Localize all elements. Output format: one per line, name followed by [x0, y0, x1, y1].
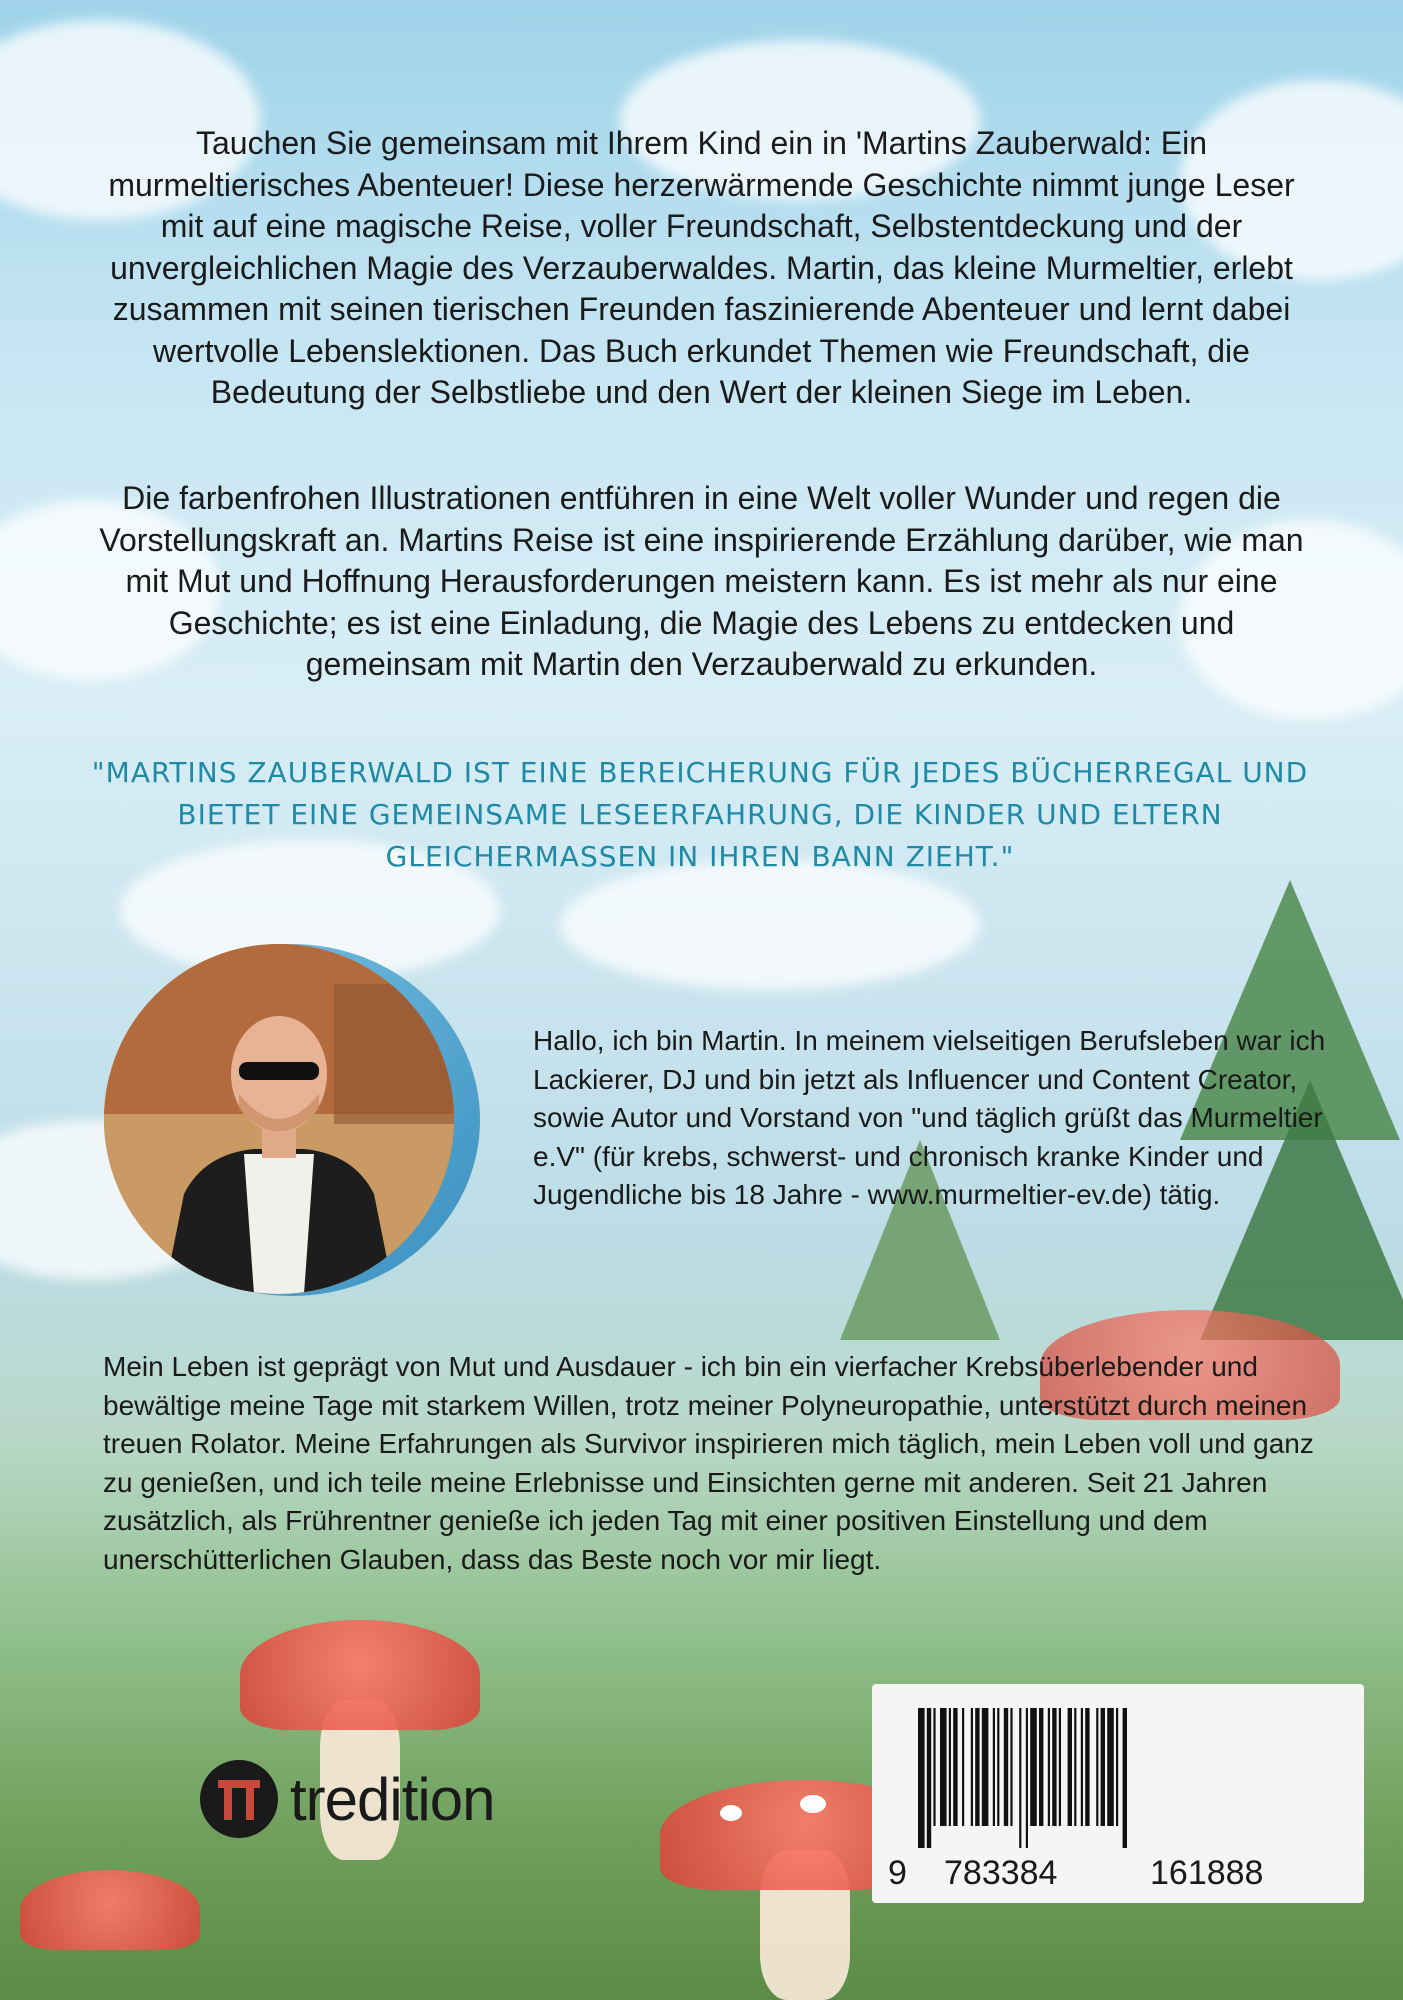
mushroom-dot-decoration — [720, 1805, 742, 1821]
barcode-bar — [940, 1708, 947, 1826]
barcode-digits-left: 783384 — [944, 1854, 1058, 1892]
barcode-bar — [975, 1708, 979, 1826]
isbn-barcode — [872, 1684, 1364, 1903]
barcode-digit-first: 9 — [888, 1854, 907, 1892]
barcode-bar — [1026, 1708, 1028, 1848]
barcode-bar — [918, 1708, 925, 1848]
barcode-bar — [1101, 1708, 1105, 1826]
barcode-bar — [982, 1708, 989, 1826]
barcode-bar — [1039, 1708, 1043, 1826]
author-photo — [104, 944, 454, 1294]
barcode-bar — [993, 1708, 995, 1826]
barcode-bar — [997, 1708, 999, 1826]
barcode-bar — [1081, 1708, 1083, 1826]
cloud-decoration — [560, 860, 980, 990]
barcode-bar — [933, 1708, 935, 1826]
author-photo-frame — [104, 944, 480, 1296]
barcode-bar — [1059, 1708, 1061, 1826]
barcode-bar — [1085, 1708, 1089, 1826]
publisher-name: tredition — [290, 1765, 495, 1833]
barcode-bar — [1096, 1708, 1098, 1826]
barcode-bar — [1019, 1708, 1021, 1848]
barcode-bar — [1048, 1708, 1050, 1826]
barcode-bar — [1074, 1708, 1076, 1826]
author-bio-story: Mein Leben ist geprägt von Mut und Ausdauer - ich bin ein vierfacher Krebsüberlebender und bewältige meine Tage mit starkem Willen, trotz meiner Polyneuropathie, unterstützt durch meinen treuen Rolator. Meine Erfahrungen als Survivor inspirieren mich täglich, mein Leben voll und ganz zu genießen, und ich teile meine Erlebnisse und Einsichten gerne mit anderen. Seit 21 Jahren zusätzlich, als Frührentner genieße ich jeden Tag mit einer positiven Einstellung und dem unerschütterlichen Glauben, dass das Beste noch vor mir liegt. — [103, 1351, 1314, 1575]
author-silhouette-icon — [104, 944, 454, 1294]
barcode-bar — [1068, 1708, 1072, 1826]
barcode-bar — [1107, 1708, 1114, 1826]
barcode-bar — [949, 1708, 951, 1826]
description-paragraph-1: Tauchen Sie gemeinsam mit Ihrem Kind ein in 'Martins Zauberwald: Ein murmeltierisches Abenteuer! Diese herzerwärmende Geschichte nimmt junge Leser mit auf eine magische Reise, voller Freundschaft, Selbstentdeckung und der unvergleichlichen Magie des Verzauberwaldes. Martin, das kleine Murmeltier, erlebt zusammen mit seinen tierischen Freunden faszinierende Abenteuer und lernt dabei wertvolle Lebenslektionen. Das Buch erkundet Themen wie Freundschaft, die Bedeutung der Selbstliebe und den Wert der kleinen Siege im Leben. — [108, 125, 1295, 410]
barcode-bar — [953, 1708, 957, 1826]
barcode-bar — [1123, 1708, 1127, 1848]
author-bio-intro: Hallo, ich bin Martin. In meinem vielseitigen Berufsleben war ich Lackierer, DJ und bin jetzt als Influencer und Content Creator, sowie Autor und Vorstand von "und täglich grüßt das Murmeltier e.V" (für krebs, schwerst- und chronisch kranke Kinder und Jugendliche bis 18 Jahre - www.murmeltier-ev.de) tätig. — [533, 1025, 1326, 1210]
barcode-bars — [872, 1700, 1364, 1860]
barcode-bar — [1010, 1708, 1012, 1826]
barcode-digits-right: 161888 — [1150, 1854, 1264, 1892]
barcode-bar — [971, 1708, 973, 1826]
barcode-bar — [927, 1708, 931, 1848]
mushroom-dot-decoration — [800, 1795, 826, 1813]
description-paragraph-2: Die farbenfrohen Illustrationen entführen in eine Welt voller Wunder und regen die Vorstellungskraft an. Martins Reise ist eine inspirierende Erzählung darüber, wie man mit Mut und Hoffnung Herausforderungen meistern kann. Es ist mehr als nur eine Geschichte; es ist eine Einladung, die Magie des Lebens zu entdecken und gemeinsam mit Martin den Verzauberwald zu erkunden. — [99, 480, 1304, 682]
barcode-bar — [1116, 1708, 1118, 1826]
mushroom-cap-decoration — [20, 1870, 200, 1950]
review-quote: "MARTINS ZAUBERWALD IST EINE BEREICHERUNG FÜR JEDES BÜCHERREGAL UND BIETET EINE GEMEINSAME LESEERFAHRUNG, DIE KINDER UND ELTERN GLEICHERMASSEN IN IHREN BANN ZIEHT." — [91, 756, 1309, 873]
publisher-logo-icon — [200, 1760, 278, 1838]
barcode-bar — [1030, 1708, 1037, 1826]
mushroom-cap-decoration — [240, 1620, 480, 1730]
barcode-bar — [962, 1708, 964, 1826]
publisher-logo — [200, 1760, 494, 1838]
barcode-bar — [1004, 1708, 1008, 1826]
barcode-bar — [1052, 1708, 1056, 1826]
